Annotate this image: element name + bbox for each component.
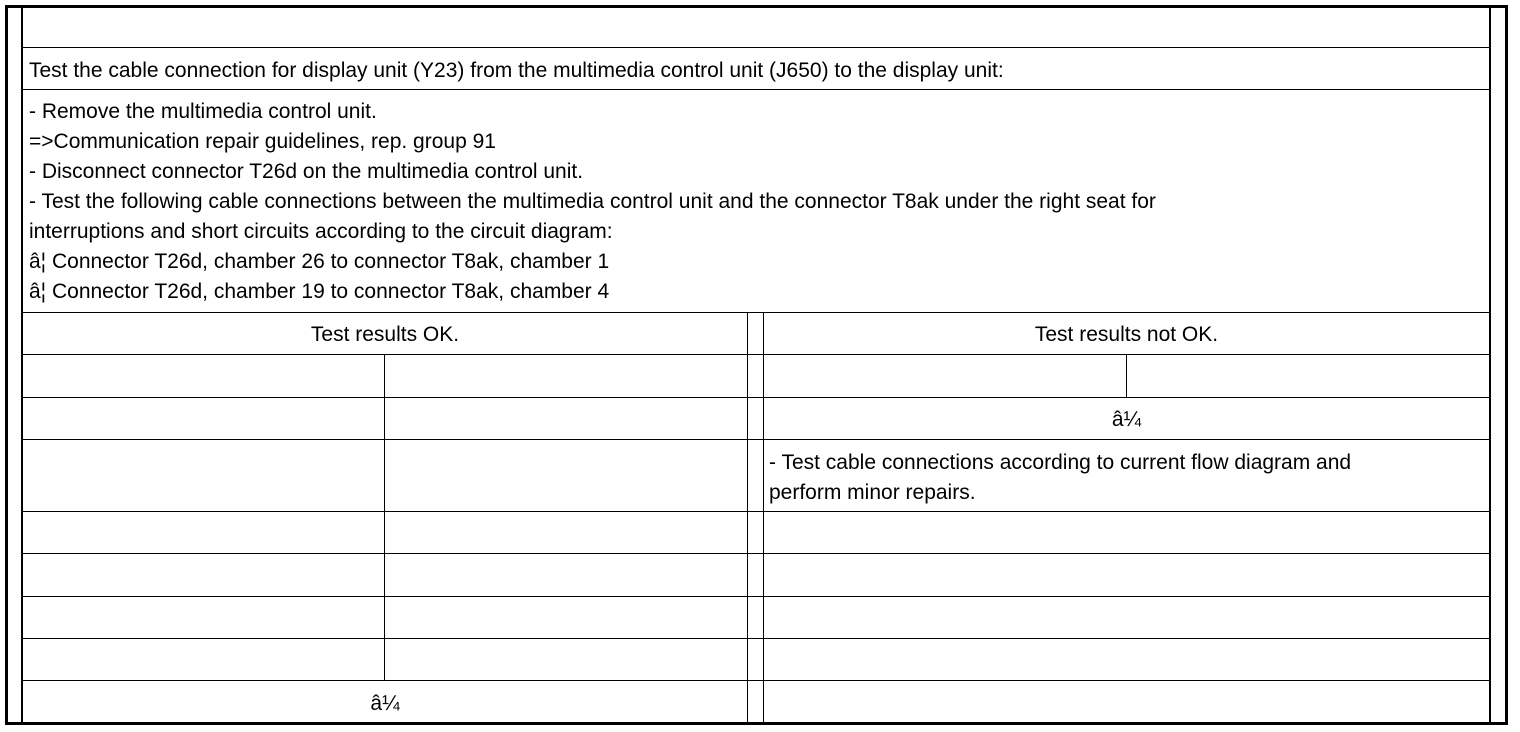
not-ok-action	[769, 448, 1351, 508]
row-divider	[21, 511, 1491, 512]
row-divider	[21, 439, 1491, 440]
step-list	[29, 97, 1156, 307]
row-divider	[21, 47, 1491, 48]
row-divider	[21, 596, 1491, 597]
outer-border-bottom	[5, 722, 1508, 725]
row-divider	[21, 89, 1491, 90]
row-divider	[21, 354, 1491, 355]
inner-border-left	[21, 5, 23, 725]
row-divider	[21, 553, 1491, 554]
column-divider	[747, 312, 748, 724]
row-divider	[21, 397, 1491, 398]
row-divider	[21, 638, 1491, 639]
step-line: - Test the following cable connections between the multimedia control unit and the connector T8ak under the right seat for	[29, 190, 1156, 213]
row-divider	[21, 680, 1491, 681]
not-ok-arrow: â¼	[1111, 408, 1142, 431]
row-divider	[21, 312, 1491, 313]
results-ok-header: Test results OK.	[310, 323, 460, 346]
subcolumn-divider	[1126, 354, 1127, 398]
outer-border-top	[5, 5, 1508, 8]
step-line: interruptions and short circuits according to the circuit diagram:	[29, 220, 613, 243]
results-not-ok-header: Test results not OK.	[1034, 323, 1219, 346]
action-line: perform minor repairs.	[769, 481, 976, 504]
action-line: - Test cable connections according to current flow diagram and	[769, 451, 1352, 474]
step-line: - Disconnect connector T26d on the multimedia control unit.	[29, 160, 584, 183]
step-line: â¦ Connector T26d, chamber 19 to connector T8ak, chamber 4	[29, 280, 610, 303]
outer-border-left	[5, 5, 8, 725]
column-divider	[763, 312, 764, 724]
subcolumn-divider	[384, 354, 385, 681]
step-line: =>Communication repair guidelines, rep. group 91	[29, 130, 496, 153]
step-line: â¦ Connector T26d, chamber 26 to connector T8ak, chamber 1	[29, 250, 610, 273]
test-heading: Test the cable connection for display unit (Y23) from the multimedia control unit (J650) to the display unit:	[29, 59, 1004, 82]
ok-arrow: â¼	[370, 692, 400, 715]
outer-border-right	[1505, 5, 1508, 725]
inner-border-right	[1489, 5, 1491, 725]
step-line: - Remove the multimedia control unit.	[29, 100, 377, 123]
